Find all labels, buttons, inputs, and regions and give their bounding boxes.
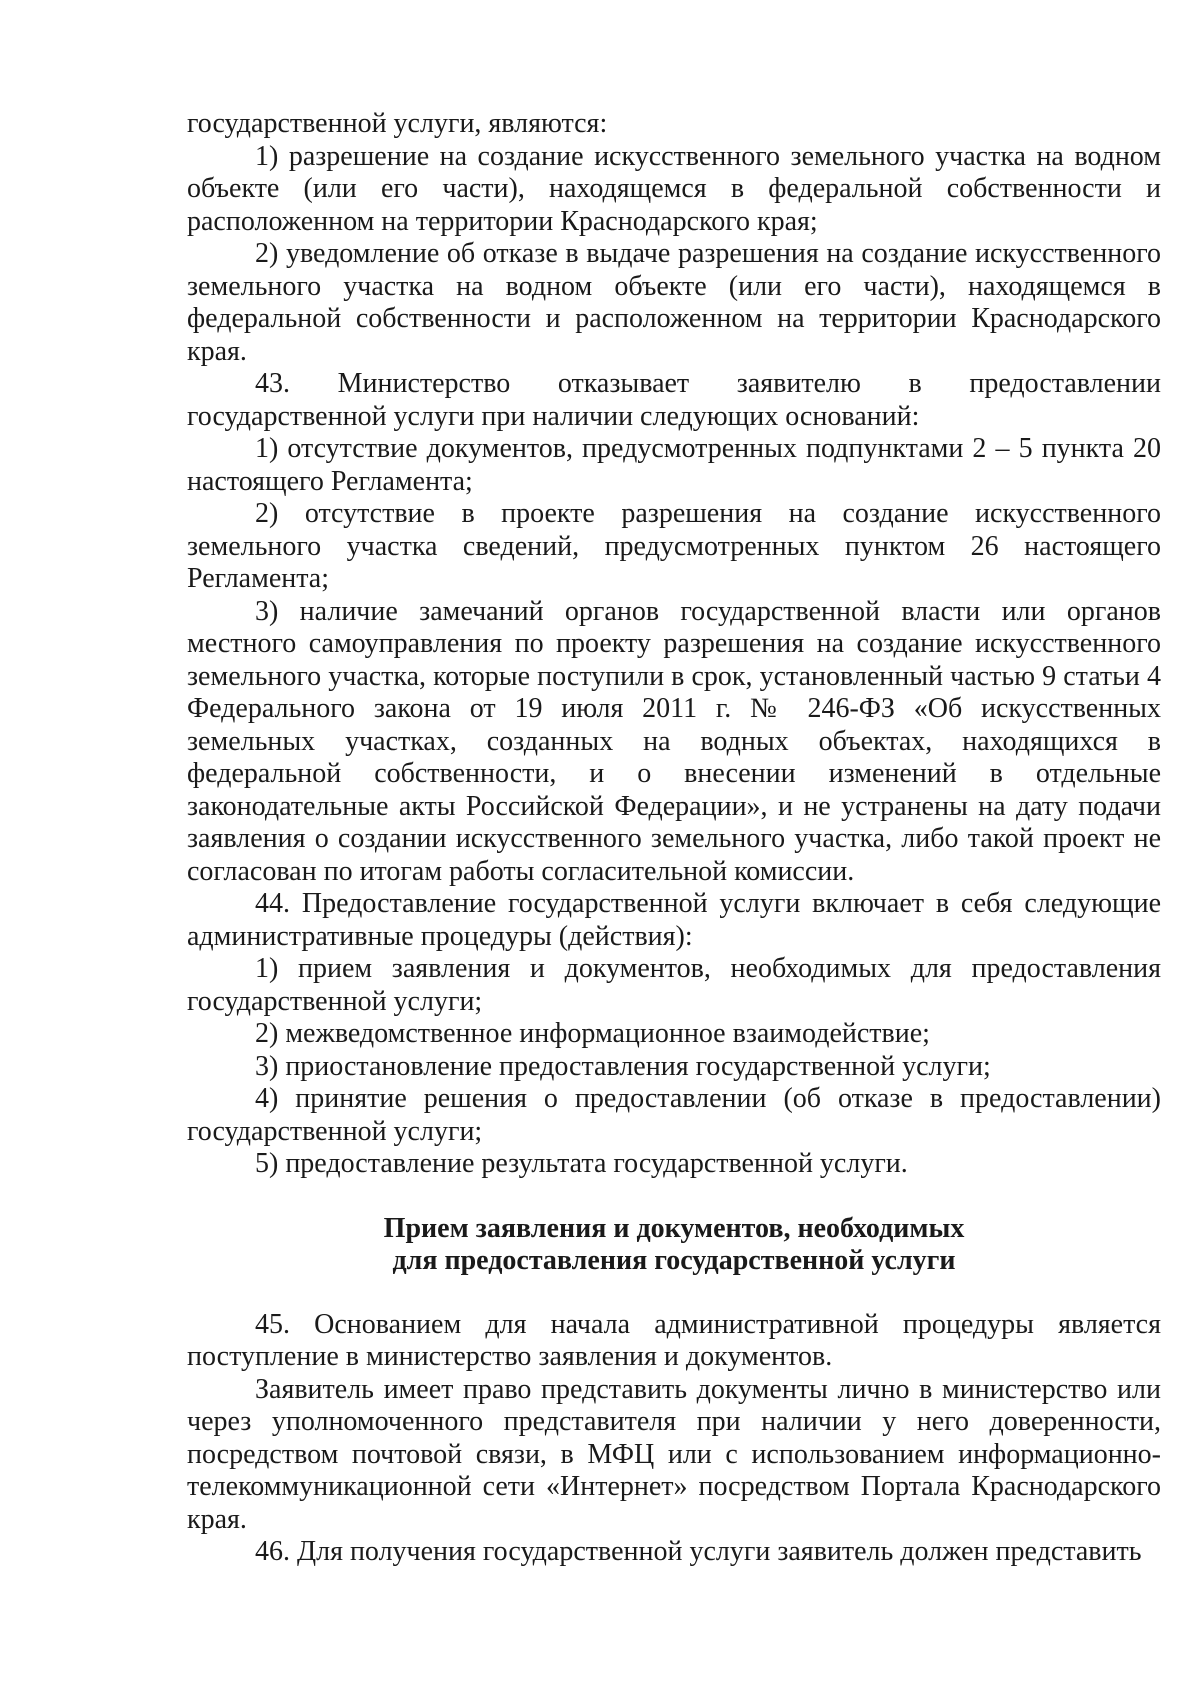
section-heading-line-2: для предоставления государственной услуги (392, 1245, 956, 1276)
paragraph-45-applicant-rights: Заявитель имеет право представить документы лично в министерство или через уполномоченного представителя при наличии у него доверенности, посредством почтовой связи, в МФЦ или с использованием информационно-телекоммуникационной сети «Интернет» посредством Портала Краснодарского края. (187, 1373, 1161, 1535)
paragraph-43-item-3: 3) наличие замечаний органов государственной власти или органов местного самоуправления по проекту разрешения на создание искусственного земельного участка, которые поступили в срок, установленный частью 9 статьи 4 Федерального закона от 19 июля 2011 г. № 246-ФЗ «Об искусственных земельных участках, созданных на водных объектах, находящихся в федеральной собственности, и о внесении изменений в отдельные законодательные акты Российской Федерации», и не устранены на дату подачи заявления о создании искусственного земельного участка, либо такой проект не согласован по итогам работы согласительной комиссии. (187, 595, 1161, 887)
paragraph-43: 43. Министерство отказывает заявителю в предоставлении государственной услуги при наличии следующих оснований: (187, 368, 1161, 432)
paragraph-44-item-4: 4) принятие решения о предоставлении (об отказе в предоставлении) государственной услуги; (187, 1083, 1161, 1147)
paragraph-44-item-1: 1) прием заявления и документов, необходимых для предоставления государственной услуги; (187, 953, 1161, 1017)
paragraph-43-item-1: 1) отсутствие документов, предусмотренных подпунктами 2 – 5 пункта 20 настоящего Регламента; (187, 433, 1161, 497)
paragraph-continuation: государственной услуги, являются: (187, 108, 608, 139)
document-body (187, 108, 1161, 1569)
paragraph-46: 46. Для получения государственной услуги заявитель должен представить (255, 1536, 1142, 1567)
paragraph-43-item-2: 2) отсутствие в проекте разрешения на создание искусственного земельного участка сведений, предусмотренных пунктом 26 настоящего Регламента; (187, 498, 1161, 594)
paragraph-44-item-2: 2) межведомственное информационное взаимодействие; (255, 1018, 930, 1049)
paragraph-45: 45. Основанием для начала административной процедуры является поступление в министерство заявления и документов. (187, 1308, 1161, 1372)
section-heading (187, 1213, 1161, 1278)
section-heading-line-1: Прием заявления и документов, необходимых (383, 1212, 965, 1244)
paragraph-item-1-permit: 1) разрешение на создание искусственного земельного участка на водном объекте (или его части), находящемся в федеральной собственности и расположенном на территории Краснодарского края; (187, 140, 1161, 237)
paragraph-44-item-5: 5) предоставление результата государственной услуги. (255, 1148, 908, 1179)
paragraph-44: 44. Предоставление государственной услуги включает в себя следующие административные процедуры (действия): (187, 888, 1161, 952)
paragraph-44-item-3: 3) приостановление предоставления государственной услуги; (255, 1050, 991, 1082)
paragraph-item-2-refusal-notice: 2) уведомление об отказе в выдаче разрешения на создание искусственного земельного участка на водном объекте (или его части), находящемся в федеральной собственности и расположенном на территории Краснодарского края. (187, 238, 1161, 367)
